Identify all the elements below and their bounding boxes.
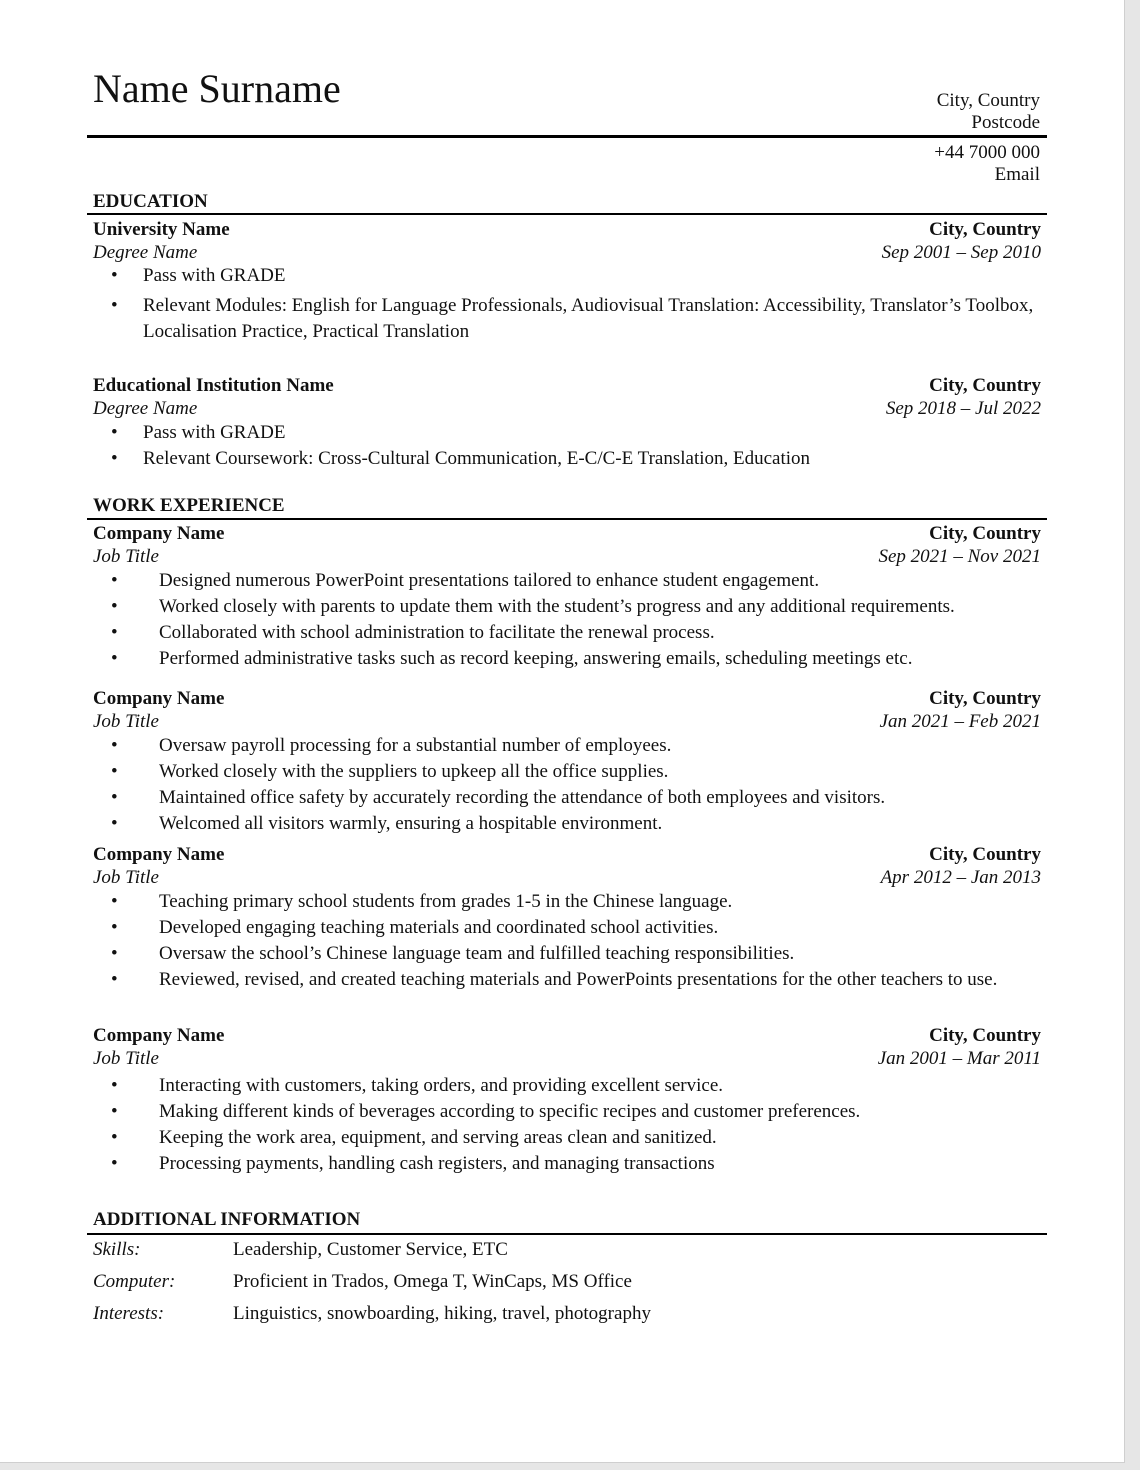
list-item: • Relevant Modules: English for Language Professionals, Audiovisual Translation: Accessibility, Translator’s Toolbox, Localisation Practice, Practical Translation [111,295,1034,342]
bullet-icon: • [111,1075,118,1096]
institution-name: University Name [93,219,230,240]
list-item: • Relevant Coursework: Cross-Cultural Communication, E-C/C-E Translation, Education [93,446,1041,472]
work-entry [93,1024,1041,1177]
bullet-icon: • [111,969,118,990]
bullet-icon: • [111,265,118,286]
list-item: • Performed administrative tasks such as record keeping, answering emails, scheduling meetings etc. [93,646,1041,672]
bullet-icon: • [111,1101,118,1122]
bullet-icon: • [111,917,118,938]
list-item: • Reviewed, revised, and created teaching materials and PowerPoints presentations for the other teachers to use. [111,969,998,990]
work-heading: WORK EXPERIENCE [93,495,285,516]
job-title: Job Title [93,1048,159,1069]
education-entry [93,374,1041,472]
company-name: Company Name [93,523,225,544]
list-item: • Developed engaging teaching materials and coordinated school activities. [93,915,1041,941]
company-location: City, Country [929,688,1041,709]
job-title: Job Title [93,546,159,567]
additional-info-table [93,1234,1041,1330]
list-item: • Maintained office safety by accurately recording the attendance of both employees and visitors. [93,785,1041,811]
header-divider [87,135,1047,138]
list-item: • Designed numerous PowerPoint presentations tailored to enhance student engagement. [93,568,1041,594]
company-location: City, Country [929,523,1041,544]
bullet-icon: • [111,787,118,808]
list-item: • Keeping the work area, equipment, and serving areas clean and sanitized. [93,1125,1041,1151]
education-entry [93,218,1041,345]
info-row-computer [93,1266,1041,1298]
list-item: • Worked closely with the suppliers to upkeep all the office supplies. [93,759,1041,785]
bullet-icon: • [111,813,118,834]
education-divider [87,213,1047,215]
info-value: Linguistics, snowboarding, hiking, travel, photography [233,1303,651,1324]
job-dates: Jan 2021 – Feb 2021 [879,711,1041,732]
work-entry [93,522,1041,672]
bullet-icon: • [111,570,118,591]
bullet-icon: • [111,648,118,669]
info-label: Interests: [93,1303,165,1324]
education-dates: Sep 2018 – Jul 2022 [885,398,1041,419]
job-title: Job Title [93,711,159,732]
bullet-icon: • [111,622,118,643]
info-label: Computer: [93,1271,176,1292]
company-name: Company Name [93,1025,225,1046]
contact-phone: +44 7000 000 [934,142,1040,163]
list-item: • Making different kinds of beverages according to specific recipes and customer preferences. [93,1099,1041,1125]
list-item: • Worked closely with parents to update them with the student’s progress and any additional requirements. [93,594,1041,620]
job-title: Job Title [93,867,159,888]
degree-name: Degree Name [93,242,198,263]
bullet-icon: • [111,448,118,469]
contact-email: Email [994,164,1040,185]
education-dates: Sep 2001 – Sep 2010 [881,242,1041,263]
job-dates: Sep 2021 – Nov 2021 [878,546,1041,567]
bullet-icon: • [111,761,118,782]
list-item: • Collaborated with school administration to facilitate the renewal process. [93,620,1041,646]
bullet-icon: • [111,943,118,964]
bullet-icon: • [111,1127,118,1148]
company-name: Company Name [93,688,225,709]
institution-location: City, Country [929,375,1041,396]
work-entry [93,843,1041,992]
work-divider [87,518,1047,520]
institution-location: City, Country [929,219,1041,240]
bullet-icon: • [111,891,118,912]
info-row-skills [93,1234,1041,1266]
education-heading: EDUCATION [93,191,208,212]
list-item: • Oversaw payroll processing for a substantial number of employees. [93,733,1041,759]
info-label: Skills: [93,1239,141,1260]
list-item: • Teaching primary school students from grades 1-5 in the Chinese language. [93,889,1041,915]
contact-city-country: City, Country [936,90,1040,111]
degree-name: Degree Name [93,398,198,419]
job-dates: Apr 2012 – Jan 2013 [880,867,1041,888]
info-row-interests [93,1298,1041,1330]
list-item: • Interacting with customers, taking orders, and providing excellent service. [93,1073,1041,1099]
list-item: • Pass with GRADE [93,263,1041,289]
additional-heading: ADDITIONAL INFORMATION [93,1209,361,1230]
bullet-icon: • [111,422,118,443]
list-item: • Welcomed all visitors warmly, ensuring a hospitable environment. [93,811,1041,837]
list-item: • Pass with GRADE [93,420,1041,446]
company-location: City, Country [929,844,1041,865]
company-location: City, Country [929,1025,1041,1046]
institution-name: Educational Institution Name [93,375,334,396]
bullet-icon: • [111,1153,118,1174]
info-value: Leadership, Customer Service, ETC [233,1239,508,1260]
work-entry [93,687,1041,837]
contact-postcode: Postcode [971,112,1040,133]
list-item: • Processing payments, handling cash registers, and managing transactions [93,1151,1041,1177]
bullet-icon: • [111,596,118,617]
list-item: • Oversaw the school’s Chinese language team and fulfilled teaching responsibilities. [93,941,1041,967]
bullet-icon: • [111,735,118,756]
job-dates: Jan 2001 – Mar 2011 [877,1048,1041,1069]
candidate-name: Name Surname [93,66,341,111]
info-value: Proficient in Trados, Omega T, WinCaps, MS Office [233,1271,632,1292]
company-name: Company Name [93,844,225,865]
bullet-icon: • [111,295,118,316]
